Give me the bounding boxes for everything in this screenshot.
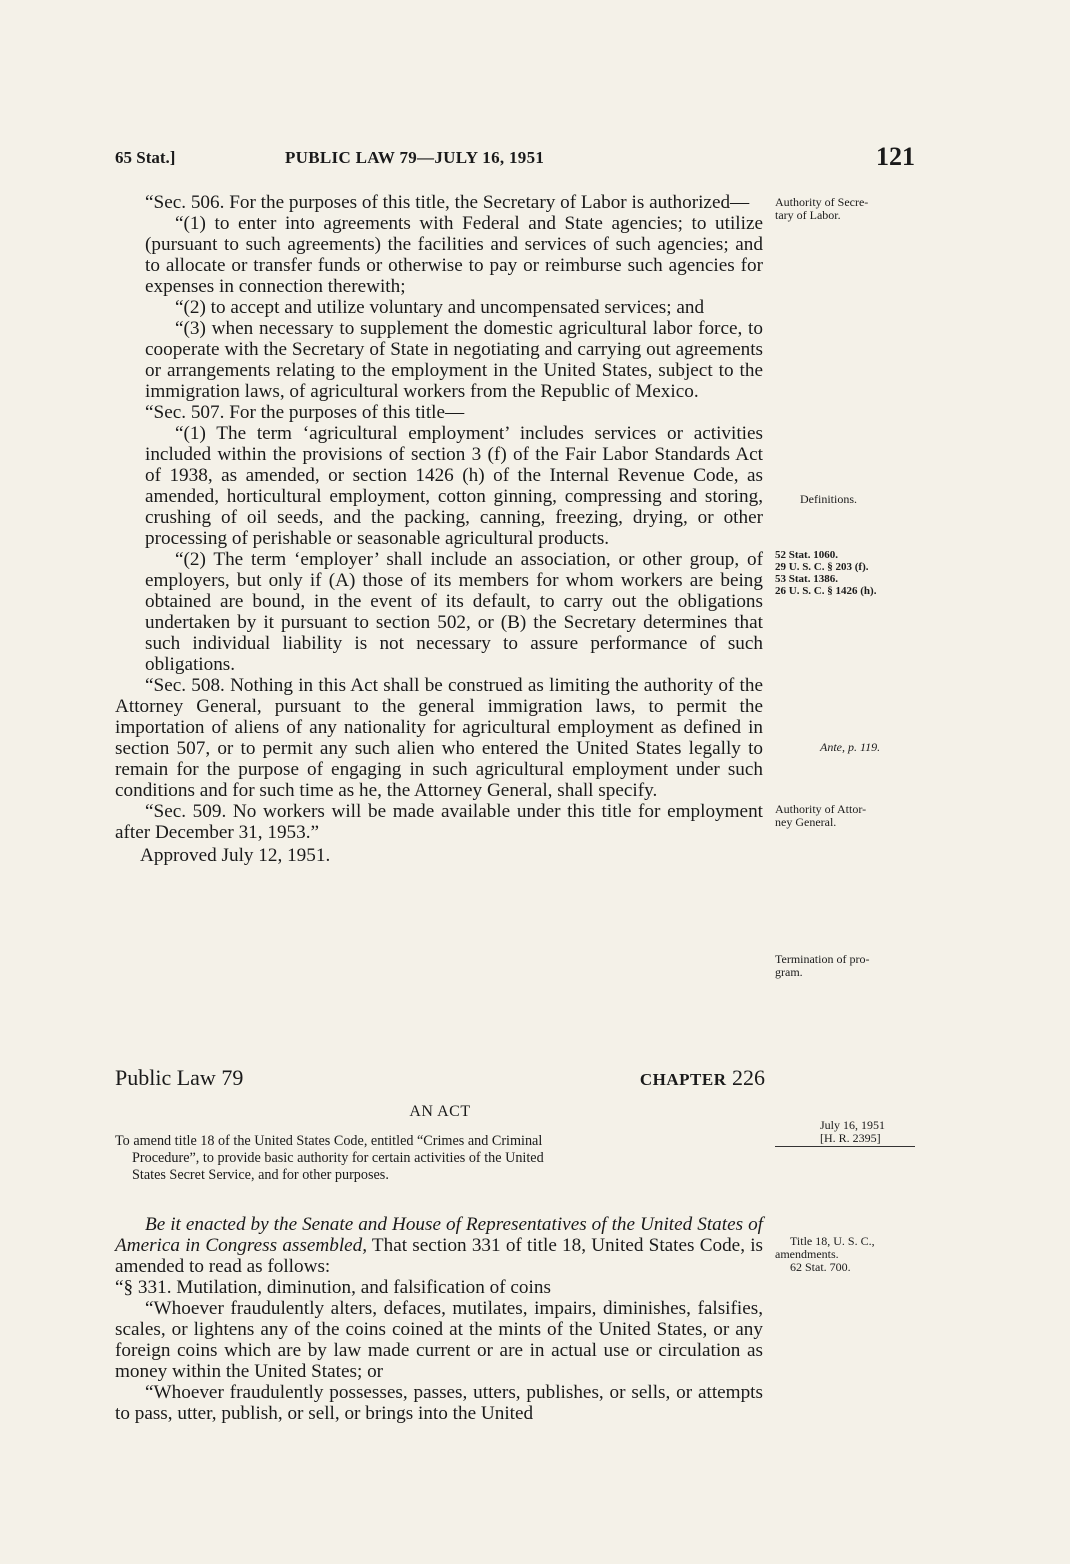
enacting-clause: [115, 1214, 763, 1277]
margin-note-definitions: Definitions.: [800, 492, 857, 506]
section-331-paragraph-2: “Whoever fraudulently possesses, passes, utters, publishes, or sells, or attempts to pass, utter, publish, or sell, or brings into the United: [115, 1382, 763, 1424]
approval-date: Approved July 12, 1951.: [140, 845, 331, 866]
chapter-word: CHAPTER: [639, 1070, 727, 1089]
citation-line: 52 Stat. 1060.: [775, 549, 838, 561]
citation-line: 53 Stat. 1386.: [775, 573, 838, 585]
section-506-item-2: “(2) to accept and utilize voluntary and uncompensated services; and: [175, 297, 705, 318]
margin-note-citations: [775, 549, 876, 597]
enacting-text: [115, 1214, 763, 1424]
margin-note-enactment-date: [820, 1119, 885, 1145]
section-331-heading: “§ 331. Mutilation, diminution, and falsification of coins: [115, 1277, 551, 1298]
enacting-amendment: That section 331 of title 18, United States Code, is amended to read as follows:: [115, 1235, 763, 1277]
section-506-item-3: “(3) when necessary to supplement the domestic agricultural labor force, to cooperate with the Secretary of State in negotiating and carrying out agreements or arrangements relating to the employment in the United States, subject to the immigration laws, of agricultural workers from the Republic of Mexico.: [145, 318, 763, 402]
margin-note-line: gram.: [775, 965, 803, 979]
citation-line: 29 U. S. C. § 203 (f).: [775, 561, 869, 573]
section-506: “Sec. 506. For the purposes of this title, the Secretary of Labor is authorized—: [145, 192, 750, 213]
purpose-line-1: To amend title 18 of the United States Code, entitled “Crimes and Criminal: [115, 1133, 543, 1149]
page-header: [115, 142, 915, 172]
margin-note-line: [H. R. 2395]: [820, 1131, 881, 1145]
citation-line: 26 U. S. C. § 1426 (h).: [775, 585, 877, 597]
margin-note-termination: [775, 953, 869, 979]
an-act-label: AN ACT: [409, 1103, 471, 1120]
public-law-title: Public Law 79: [115, 1065, 244, 1090]
margin-note-line: Authority of Attor-: [775, 802, 867, 816]
section-509: “Sec. 509. No workers will be made available under this title for employment after December 31, 1953.”: [115, 801, 763, 843]
margin-note-line: July 16, 1951: [820, 1118, 886, 1132]
margin-note-authority-attorney: [775, 803, 866, 829]
section-507-item-2: “(2) The term ‘employer’ shall include an association, or other group, of employers, but only if (A) those of its members for whom workers are being obtained are bound, in the event of its default, to carry out the obligations undertaken by it pursuant to section 502, or (B) the Secretary determines that such individual liability is not necessary to assure performance of such obligations.: [145, 549, 763, 675]
page-number: 121: [876, 142, 915, 171]
main-text-column: [115, 192, 763, 866]
section-507: “Sec. 507. For the purposes of this title—: [145, 402, 465, 423]
margin-note-authority-labor: [775, 196, 868, 222]
margin-note-line: amendments.: [775, 1247, 839, 1261]
purpose-line-2: Procedure”, to provide basic authority for certain activities of the United: [132, 1150, 544, 1166]
act-purpose: [115, 1133, 765, 1184]
header-title: PUBLIC LAW 79—JULY 16, 1951: [285, 148, 545, 167]
header-stat-reference: 65 Stat.]: [115, 148, 176, 167]
margin-note-line: Title 18, U. S. C.,: [790, 1234, 875, 1248]
enacting-formula: Be it enacted by the Senate and House of Representatives of the United States of America in Congress assembled,: [115, 1214, 763, 1256]
public-law-heading: [115, 1065, 765, 1095]
section-508: “Sec. 508. Nothing in this Act shall be construed as limiting the authority of the Attorney General, pursuant to the general immigration laws, to permit the importation of aliens of any nationality for agricultural employment as defined in section 507, or to permit any such alien who entered the United States legally to remain for the purpose of engaging in such agricultural employment under such conditions and for such time as he, the Attorney General, shall specify.: [115, 675, 763, 801]
margin-note-line: ney General.: [775, 815, 837, 829]
section-331-paragraph-1: “Whoever fraudulently alters, defaces, mutilates, impairs, diminishes, falsifies, scales, or lightens any of the coins coined at the mints of the United States, or any foreign coins which are by law made current or are in actual use or circulation as money within the United States; or: [115, 1298, 763, 1382]
margin-note-line: tary of Labor.: [775, 208, 841, 222]
margin-note-line: Termination of pro-: [775, 952, 870, 966]
margin-divider: [775, 1146, 915, 1147]
section-507-item-1: “(1) The term ‘agricultural employment’ includes services or activities included within the provisions of section 3 (f) of the Fair Labor Standards Act of 1938, as amended, or section 1426 (h) of the Internal Revenue Code, as amended, horticultural employment, cotton ginning, compressing and storing, crushing of oil seeds, and the packing, canning, freezing, drying, or other processing of perishable or seasonable agricultural products.: [145, 423, 763, 549]
purpose-line-3: States Secret Service, and for other purposes.: [132, 1167, 389, 1183]
chapter-number: 226: [732, 1065, 765, 1090]
margin-note-line: 62 Stat. 700.: [790, 1260, 851, 1274]
margin-note-title18: [775, 1235, 875, 1274]
margin-note-ante: Ante, p. 119.: [820, 740, 881, 754]
margin-note-line: Authority of Secre-: [775, 195, 869, 209]
section-506-item-1: “(1) to enter into agreements with Federal and State agencies; to utilize (pursuant to such agreements) the facilities and services of such agencies; and to allocate or transfer funds or otherwise to pay or reimburse such agencies for expenses in connection therewith;: [145, 213, 763, 297]
chapter-label: [640, 1065, 765, 1091]
